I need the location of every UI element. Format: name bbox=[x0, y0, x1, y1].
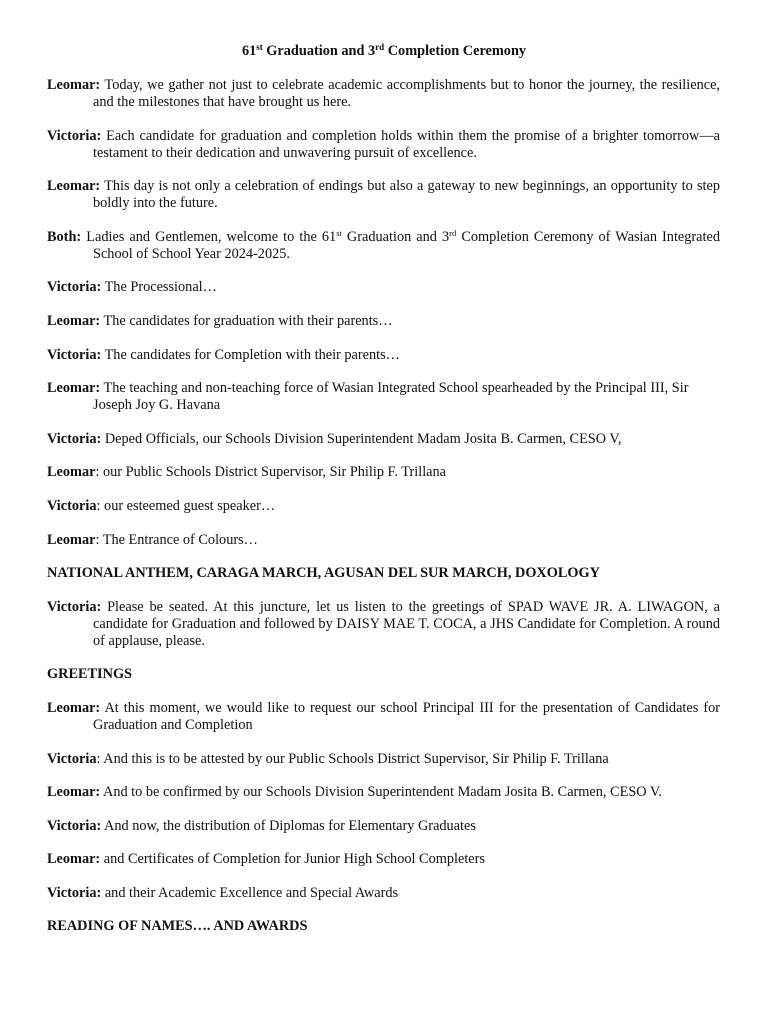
speaker-name: Leomar: bbox=[47, 312, 101, 329]
speaker-name: Leomar bbox=[47, 464, 96, 481]
speaker-name: Victoria bbox=[47, 750, 97, 767]
speaker-name: Victoria bbox=[47, 497, 97, 514]
speaker-name: Leomar: bbox=[47, 77, 101, 93]
speaker-name: Victoria: bbox=[47, 884, 102, 901]
speaker-name: Victoria: bbox=[47, 127, 102, 144]
speaker-name: Leomar: bbox=[47, 784, 101, 801]
script-line: Victoria: And now, the distribution of Diplomas for Elementary Graduates bbox=[47, 817, 476, 834]
script-line: Leomar: At this moment, we would like to request our school Principal III for the presentation of Candidates for Graduation and Completion bbox=[47, 699, 720, 733]
speaker-name: Leomar: bbox=[47, 699, 101, 716]
speaker-name: Victoria: bbox=[47, 598, 102, 615]
script-line: Leomar: and Certificates of Completion for Junior High School Completers bbox=[47, 851, 485, 868]
section-heading: NATIONAL ANTHEM, CARAGA MARCH, AGUSAN DEL SUR MARCH, DOXOLOGY bbox=[47, 565, 600, 582]
script-line: Victoria: The candidates for Completion with their parents… bbox=[47, 346, 400, 363]
script-line: Victoria: Please be seated. At this juncture, let us listen to the greetings of SPAD WAVE JR. A. LIWAGON, a candidate for Graduation and followed by DAISY MAE T. COCA, a JHS Candidate for Completion. A round of applause, please. bbox=[47, 598, 720, 649]
speaker-name: Leomar bbox=[47, 531, 96, 548]
section-heading: GREETINGS bbox=[47, 666, 133, 683]
script-line: Victoria: And this is to be attested by our Public Schools District Supervisor, Sir Philip F. Trillana bbox=[47, 750, 609, 767]
script-line: Leomar: The candidates for graduation with their parents… bbox=[47, 312, 393, 329]
page-title: 61st Graduation and 3rd Completion Ceremony bbox=[241, 42, 527, 59]
script-line: Victoria: The Processional… bbox=[47, 279, 217, 296]
speaker-name: Both: bbox=[47, 228, 82, 245]
script-line: Victoria: Each candidate for graduation and completion holds within them the promise of a brighter tomorrow—a testament to their dedication and unwavering pursuit of excellence. bbox=[47, 127, 720, 161]
section-heading: READING OF NAMES…. AND AWARDS bbox=[47, 918, 308, 935]
script-line: Victoria: our esteemed guest speaker… bbox=[47, 497, 276, 514]
speaker-name: Leomar: bbox=[47, 380, 101, 397]
speaker-name: Victoria: bbox=[47, 817, 102, 834]
script-line: Leomar: The teaching and non-teaching force of Wasian Integrated School spearheaded by the Principal III, Sir Joseph Joy G. Havana bbox=[47, 380, 689, 414]
script-line: Victoria: Deped Officials, our Schools Division Superintendent Madam Josita B. Carmen, CESO V, bbox=[47, 430, 622, 447]
script-line: Both: Ladies and Gentlemen, welcome to the 61st Graduation and 3rd Completion Ceremony of Wasian Integrated School of School Year 2024-2025. bbox=[47, 227, 720, 262]
speaker-name: Victoria: bbox=[47, 430, 102, 447]
script-line: Leomar: our Public Schools District Supervisor, Sir Philip F. Trillana bbox=[47, 464, 447, 481]
speaker-name: Victoria: bbox=[47, 346, 102, 363]
script-line: Victoria: and their Academic Excellence and Special Awards bbox=[47, 884, 399, 901]
speaker-name: Leomar: bbox=[47, 178, 101, 195]
speaker-name: Leomar: bbox=[47, 851, 101, 868]
program-script bbox=[47, 77, 720, 952]
script-line: Leomar: And to be confirmed by our Schools Division Superintendent Madam Josita B. Carmen, CESO V. bbox=[47, 784, 662, 801]
script-line: Leomar: This day is not only a celebration of endings but also a gateway to new beginnings, an opportunity to step boldly into the future. bbox=[47, 178, 720, 212]
script-line: Leomar: The Entrance of Colours… bbox=[47, 531, 258, 548]
script-line: Leomar: Today, we gather not just to celebrate academic accomplishments but to honor the journey, the resilience, and the milestones that have brought us here. bbox=[47, 77, 720, 110]
speaker-name: Victoria: bbox=[47, 279, 102, 296]
